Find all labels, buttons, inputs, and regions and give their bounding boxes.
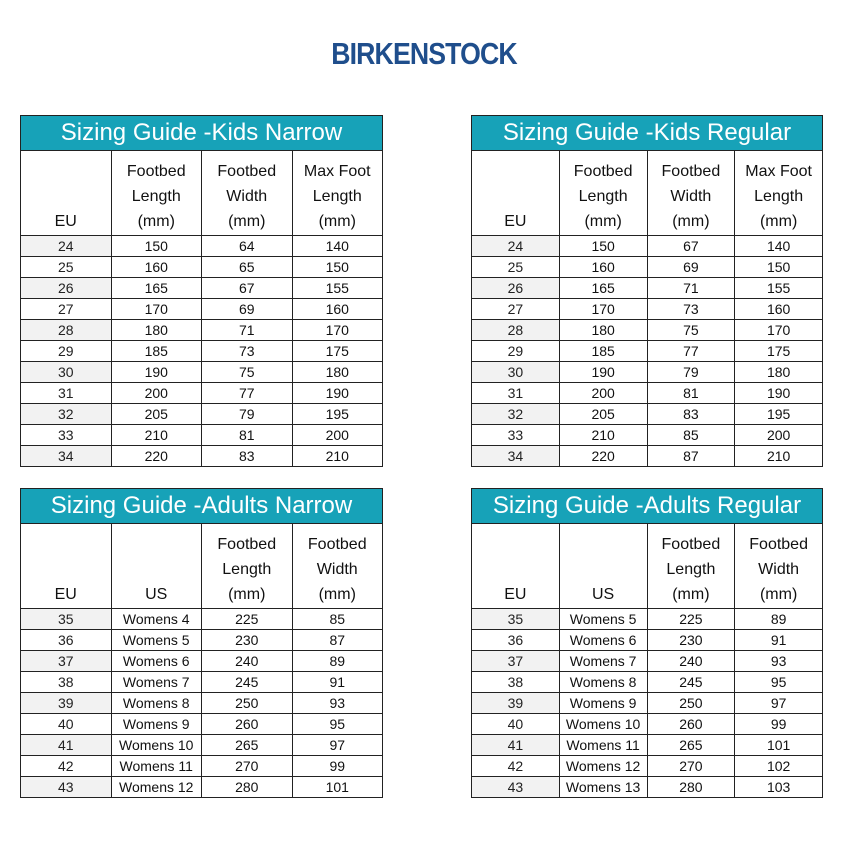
table-cell: 210 [111,425,202,446]
table-cell: 87 [292,630,383,651]
table-cell: 81 [202,425,293,446]
kids-regular-table [471,115,823,467]
column-header [292,524,383,609]
table-cell: 38 [21,672,112,693]
table-cell: 75 [202,362,293,383]
table-cell: 99 [292,756,383,777]
table-cell: 83 [202,446,293,467]
table-cell: 40 [472,714,560,735]
table-cell: 89 [735,609,823,630]
header-line: Length [754,188,804,205]
header-line: EU [504,586,527,603]
header-row [472,524,823,609]
table-row [472,693,823,714]
table-cell: 155 [735,278,823,299]
table-cell: Womens 12 [559,756,647,777]
table-cell: 190 [292,383,383,404]
column-header [111,524,202,609]
table-cell: 73 [647,299,735,320]
header-line: Footbed [661,163,721,180]
table-row [21,257,383,278]
table-row [21,735,383,756]
table-cell: 67 [202,278,293,299]
header-line: Footbed [573,163,633,180]
table-cell: 42 [472,756,560,777]
table-cell: 99 [735,714,823,735]
table-row [472,714,823,735]
table-row [472,299,823,320]
header-line: Width [670,188,712,205]
header-line: (mm) [759,586,798,603]
header-line: (mm) [672,213,710,230]
header-line: (mm) [137,213,175,230]
table-cell: 79 [202,404,293,425]
table-row [472,320,823,341]
table-cell: 71 [202,320,293,341]
header-line: (mm) [228,586,266,603]
table-cell: 240 [202,651,293,672]
table-row [21,404,383,425]
table-cell: 101 [292,777,383,798]
table-cell: 175 [292,341,383,362]
table-cell: 77 [202,383,293,404]
table-row [472,404,823,425]
table-cell: 185 [111,341,202,362]
table-cell: 175 [735,341,823,362]
table-cell: 85 [647,425,735,446]
table-cell: 102 [735,756,823,777]
table-row [21,341,383,362]
table-cell: 64 [202,236,293,257]
table-cell: 33 [472,425,560,446]
column-header [21,524,112,609]
table-cell: 170 [111,299,202,320]
table-cell: 32 [21,404,112,425]
table-title: Sizing Guide -Adults Regular [472,489,823,524]
table-cell: Womens 8 [559,672,647,693]
table-cell: 42 [21,756,112,777]
table-cell: 38 [472,672,560,693]
table-cell: 180 [735,362,823,383]
header-row [472,151,823,236]
header-line: EU [504,213,527,230]
table-cell: 150 [292,257,383,278]
column-header [559,151,647,236]
header-line: Width [758,561,800,578]
table-cell: 83 [647,404,735,425]
table-cell: Womens 6 [559,630,647,651]
header-line: EU [54,213,77,230]
table-row [21,714,383,735]
table-cell: 89 [292,651,383,672]
table-cell: 200 [559,383,647,404]
table-cell: 79 [647,362,735,383]
table-cell: 165 [559,278,647,299]
table-cell: Womens 6 [111,651,202,672]
table-row [21,651,383,672]
table-cell: 31 [472,383,560,404]
table-cell: 77 [647,341,735,362]
table-cell: 24 [21,236,112,257]
table-cell: 103 [735,777,823,798]
table-cell: 150 [735,257,823,278]
kids-narrow-table [20,115,383,467]
table-cell: 240 [647,651,735,672]
table-cell: 140 [292,236,383,257]
table-cell: 265 [647,735,735,756]
table-cell: 270 [202,756,293,777]
table-cell: 205 [111,404,202,425]
header-line: (mm) [318,213,356,230]
table-cell: 220 [111,446,202,467]
table-cell: 270 [647,756,735,777]
table-cell: Womens 8 [111,693,202,714]
table-cell: 180 [559,320,647,341]
column-header [292,151,383,236]
table-cell: 39 [21,693,112,714]
header-line: Max Foot [303,163,371,180]
column-header [735,151,823,236]
column-header [559,524,647,609]
table-row [472,756,823,777]
header-line: (mm) [584,213,622,230]
table-cell: 39 [472,693,560,714]
table-row [472,236,823,257]
table-cell: 26 [472,278,560,299]
table-cell: 180 [292,362,383,383]
table-cell: 65 [202,257,293,278]
table-cell: 85 [292,609,383,630]
table-row [21,446,383,467]
table-cell: 43 [472,777,560,798]
table-cell: 260 [647,714,735,735]
table-row [472,362,823,383]
table-cell: Womens 10 [559,714,647,735]
table-row [472,735,823,756]
table-cell: 190 [735,383,823,404]
table-title: Sizing Guide -Adults Narrow [21,489,383,524]
column-header [647,151,735,236]
table-row [472,425,823,446]
table-cell: 33 [21,425,112,446]
table-cell: 250 [647,693,735,714]
header-line: Length [666,561,716,578]
table-cell: 34 [21,446,112,467]
table-row [21,756,383,777]
table-cell: 165 [111,278,202,299]
column-header [647,524,735,609]
table-cell: 25 [21,257,112,278]
table-cell: 30 [472,362,560,383]
header-line: (mm) [672,586,710,603]
table-cell: 195 [292,404,383,425]
table-cell: 41 [472,735,560,756]
table-cell: 101 [735,735,823,756]
table-cell: 160 [111,257,202,278]
column-header [111,151,202,236]
adults-narrow-table [20,488,383,798]
table-cell: 155 [292,278,383,299]
table-cell: 95 [292,714,383,735]
column-header [21,151,112,236]
table-cell: 200 [735,425,823,446]
table-cell: 71 [647,278,735,299]
table-row [21,383,383,404]
column-header [735,524,823,609]
table-cell: 225 [202,609,293,630]
table-row [472,630,823,651]
header-line: Footbed [749,536,808,553]
table-cell: 31 [21,383,112,404]
table-cell: 190 [559,362,647,383]
adults-regular-table [471,488,823,798]
table-cell: Womens 7 [559,651,647,672]
header-line: Footbed [217,536,277,553]
table-cell: 190 [111,362,202,383]
header-line: US [592,586,615,603]
table-cell: 69 [202,299,293,320]
table-row [472,257,823,278]
table-cell: 34 [472,446,560,467]
table-cell: 150 [111,236,202,257]
table-row [21,425,383,446]
table-cell: 26 [21,278,112,299]
header-line: Width [316,561,358,578]
table-row [472,341,823,362]
header-line: Footbed [307,536,367,553]
column-header [202,151,293,236]
table-cell: 41 [21,735,112,756]
table-row [21,236,383,257]
table-cell: 160 [735,299,823,320]
table-cell: 35 [472,609,560,630]
table-cell: 245 [647,672,735,693]
table-cell: 170 [735,320,823,341]
table-cell: 210 [559,425,647,446]
header-line: EU [54,586,77,603]
table-cell: 95 [735,672,823,693]
table-cell: 28 [21,320,112,341]
table-cell: 210 [292,446,383,467]
table-cell: 150 [559,236,647,257]
header-line: Footbed [217,163,277,180]
table-row [472,278,823,299]
table-row [21,320,383,341]
table-cell: 200 [292,425,383,446]
table-cell: 97 [735,693,823,714]
table-row [21,777,383,798]
table-title: Sizing Guide -Kids Regular [472,116,823,151]
table-cell: 75 [647,320,735,341]
table-cell: Womens 11 [559,735,647,756]
table-cell: 93 [292,693,383,714]
table-cell: 36 [472,630,560,651]
table-row [472,383,823,404]
table-cell: 185 [559,341,647,362]
table-cell: 230 [202,630,293,651]
table-cell: 28 [472,320,560,341]
table-cell: Womens 5 [111,630,202,651]
table-row [21,362,383,383]
header-line: Width [226,188,268,205]
table-cell: 280 [647,777,735,798]
table-cell: 36 [21,630,112,651]
table-cell: 140 [735,236,823,257]
table-cell: 30 [21,362,112,383]
table-cell: 170 [292,320,383,341]
table-cell: 69 [647,257,735,278]
table-cell: 27 [472,299,560,320]
table-cell: 97 [292,735,383,756]
table-cell: 24 [472,236,560,257]
header-line: (mm) [228,213,266,230]
table-row [472,672,823,693]
table-cell: 35 [21,609,112,630]
table-cell: 160 [292,299,383,320]
header-line: Footbed [661,536,721,553]
header-line: Length [222,561,272,578]
header-line: US [145,586,168,603]
table-row [21,630,383,651]
table-cell: 91 [735,630,823,651]
table-cell: 37 [21,651,112,672]
table-cell: 180 [111,320,202,341]
table-cell: 170 [559,299,647,320]
table-row [472,446,823,467]
header-line: Footbed [126,163,186,180]
header-line: (mm) [759,213,798,230]
table-cell: Womens 9 [111,714,202,735]
table-cell: Womens 7 [111,672,202,693]
table-row [21,278,383,299]
table-cell: Womens 10 [111,735,202,756]
table-cell: 195 [735,404,823,425]
table-cell: 67 [647,236,735,257]
table-row [472,777,823,798]
table-cell: 29 [472,341,560,362]
header-line: Length [131,188,181,205]
table-cell: 73 [202,341,293,362]
table-row [21,299,383,320]
table-cell: Womens 9 [559,693,647,714]
table-row [21,693,383,714]
column-header [472,151,560,236]
table-cell: 260 [202,714,293,735]
table-cell: 32 [472,404,560,425]
table-cell: 230 [647,630,735,651]
table-cell: 250 [202,693,293,714]
header-line: (mm) [318,586,356,603]
table-cell: 43 [21,777,112,798]
table-cell: Womens 12 [111,777,202,798]
header-line: Length [312,188,362,205]
table-cell: 27 [21,299,112,320]
table-cell: 91 [292,672,383,693]
table-cell: 245 [202,672,293,693]
table-cell: 225 [647,609,735,630]
table-cell: 205 [559,404,647,425]
brand-logo: BIRKENSTOCK [331,36,517,71]
table-cell: 220 [559,446,647,467]
table-cell: 37 [472,651,560,672]
table-cell: 87 [647,446,735,467]
table-cell: 40 [21,714,112,735]
table-cell: 160 [559,257,647,278]
header-line: Length [578,188,628,205]
header-line: Max Foot [745,163,812,180]
table-row [472,609,823,630]
table-cell: 93 [735,651,823,672]
table-row [21,672,383,693]
table-cell: 200 [111,383,202,404]
table-cell: Womens 11 [111,756,202,777]
column-header [202,524,293,609]
table-title: Sizing Guide -Kids Narrow [21,116,383,151]
header-row [21,524,383,609]
table-cell: 280 [202,777,293,798]
table-cell: 81 [647,383,735,404]
table-cell: Womens 4 [111,609,202,630]
header-row [21,151,383,236]
table-cell: 29 [21,341,112,362]
table-cell: 210 [735,446,823,467]
table-row [21,609,383,630]
table-cell: 265 [202,735,293,756]
column-header [472,524,560,609]
table-cell: 25 [472,257,560,278]
table-cell: Womens 5 [559,609,647,630]
table-row [472,651,823,672]
table-cell: Womens 13 [559,777,647,798]
